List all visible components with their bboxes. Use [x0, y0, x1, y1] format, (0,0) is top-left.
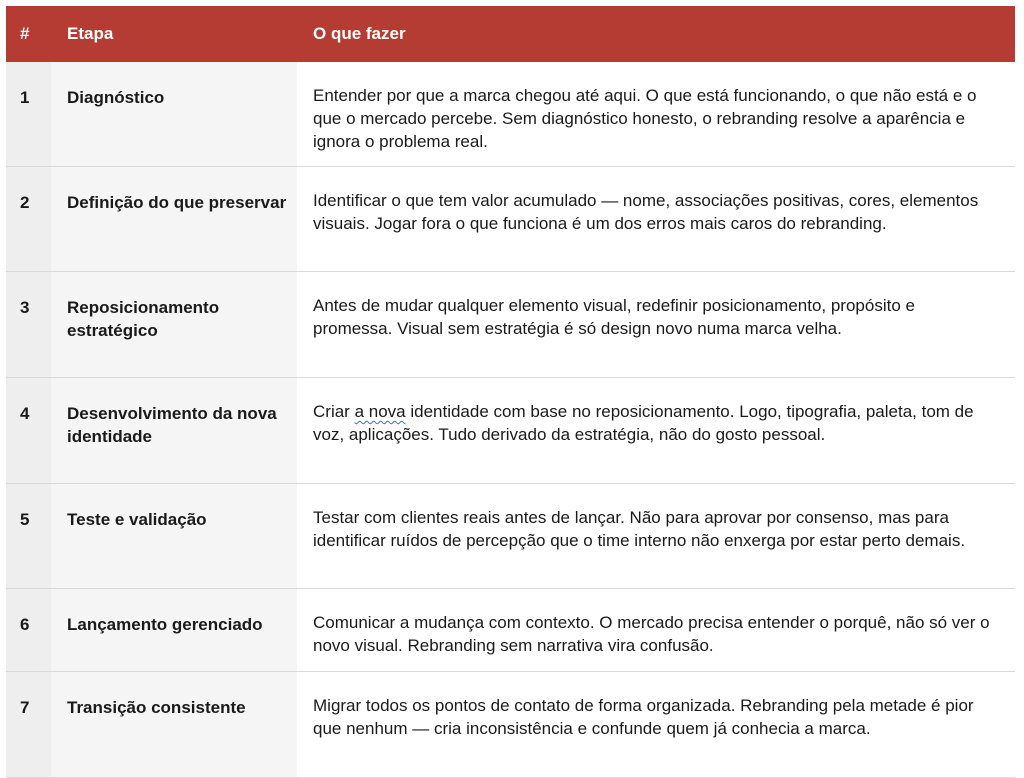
row-step: Diagnóstico	[51, 62, 297, 167]
table-row	[6, 672, 1015, 778]
header-step: Etapa	[51, 6, 297, 62]
row-description: Identificar o que tem valor acumulado — nome, associações positivas, cores, elementos visuais. Jogar fora o que funciona é um dos erros mais caros do rebranding.	[297, 167, 1015, 272]
row-description: Comunicar a mudança com contexto. O mercado precisa entender o porquê, não só ver o novo visual. Rebranding sem narrativa vira confusão.	[297, 589, 1015, 672]
row-description	[297, 378, 1015, 484]
table-row	[6, 484, 1015, 589]
row-description-start: Criar	[313, 402, 355, 421]
row-step: Transição consistente	[51, 672, 297, 778]
row-number: 6	[6, 589, 51, 672]
row-number: 1	[6, 62, 51, 167]
row-description: Migrar todos os pontos de contato de forma organizada. Rebranding pela metade é pior que nenhum — cria inconsistência e confunde quem já conhecia a marca.	[297, 672, 1015, 778]
row-description-end: identidade com base no reposicionamento. Logo, tipografia, paleta, tom de voz, aplicações. Tudo derivado da estratégia, não do gosto pessoal.	[313, 402, 974, 444]
row-number: 7	[6, 672, 51, 778]
table-row	[6, 378, 1015, 484]
row-number: 4	[6, 378, 51, 484]
rebranding-steps-table	[6, 6, 1015, 778]
row-description: Entender por que a marca chegou até aqui. O que está funcionando, o que não está e o que o mercado percebe. Sem diagnóstico honesto, o rebranding resolve a aparência e ignora o problema real.	[297, 62, 1015, 167]
table-header-row	[6, 6, 1015, 62]
row-step: Teste e validação	[51, 484, 297, 589]
row-step: Lançamento gerenciado	[51, 589, 297, 672]
spellcheck-flagged-text[interactable]: a nova	[354, 402, 406, 421]
table-row	[6, 62, 1015, 167]
row-description: Antes de mudar qualquer elemento visual, redefinir posicionamento, propósito e promessa. Visual sem estratégia é só design novo numa marca velha.	[297, 272, 1015, 378]
row-step: Reposicionamento estratégico	[51, 272, 297, 378]
row-number: 5	[6, 484, 51, 589]
table-row	[6, 167, 1015, 272]
table-row	[6, 589, 1015, 672]
table-row	[6, 272, 1015, 378]
header-what-to-do: O que fazer	[297, 6, 1015, 62]
row-step: Definição do que preservar	[51, 167, 297, 272]
row-step: Desenvolvimento da nova identidade	[51, 378, 297, 484]
header-number: #	[6, 6, 51, 62]
row-number: 3	[6, 272, 51, 378]
row-description: Testar com clientes reais antes de lançar. Não para aprovar por consenso, mas para identificar ruídos de percepção que o time interno não enxerga por estar perto demais.	[297, 484, 1015, 589]
row-number: 2	[6, 167, 51, 272]
